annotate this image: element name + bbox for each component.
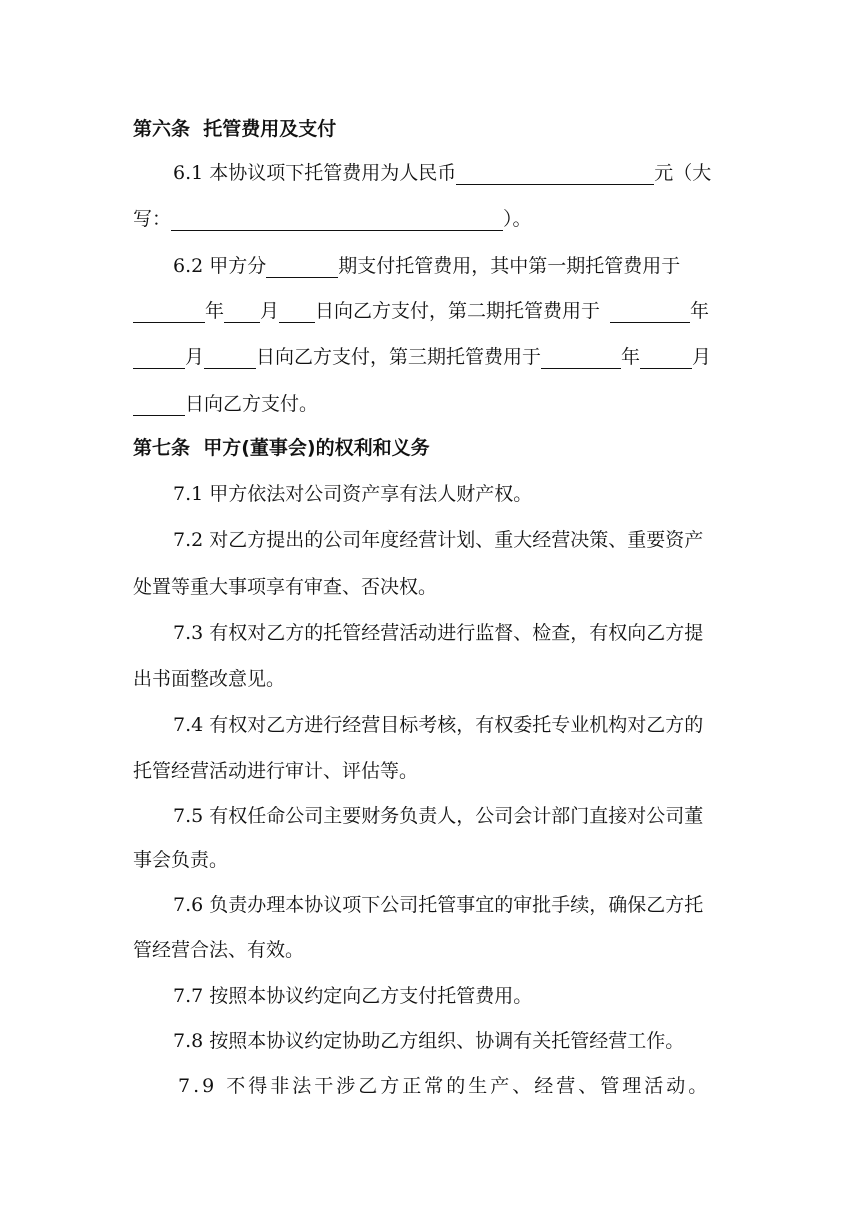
clause-7-6-line2: 管经营合法、有效。 [133,939,305,961]
clause-6-1-line1 [173,161,711,185]
first-day-blank[interactable] [279,302,315,323]
first-month-blank[interactable] [224,302,260,323]
year-label-2: 年 [690,300,710,322]
clause-7-7: 7.7 按照本协议约定向乙方支付托管费用。 [173,985,533,1007]
clause-7-9: 7.9 不得非法干涉乙方正常的生产、经营、管理活动。 [178,1075,711,1097]
clause-7-4-line1: 7.4 有权对乙方进行经营目标考核，有权委托专业机构对乙方的 [173,714,704,736]
clause-7-2-line2: 处置等重大事项享有审查、否决权。 [133,576,438,598]
clause-7-5-line1: 7.5 有权任命公司主要财务负责人，公司会计部门直接对公司董 [173,805,704,827]
second-month-blank[interactable] [133,348,185,369]
clause-7-5-line2: 事会负责。 [133,849,229,871]
first-year-blank[interactable] [133,302,205,323]
year-label-3: 年 [621,346,641,368]
clause-6-2-line3 [133,345,711,369]
clause-6-1-text-b: 元（大 [654,162,712,184]
third-day-blank[interactable] [133,395,185,416]
clause-7-8: 7.8 按照本协议约定协助乙方组织、协调有关托管经营工作。 [173,1030,685,1052]
month-label-2: 月 [185,346,205,368]
clause-6-2-line4 [133,392,318,416]
clause-6-1-text-d: ）。 [503,208,532,230]
clause-6-2-line1 [173,254,680,278]
clause-6-2-text-b: 期支付托管费用，其中第一期托管费用于 [338,255,681,277]
third-month-blank[interactable] [640,348,692,369]
second-year-blank[interactable] [610,302,690,323]
amount-blank[interactable] [456,164,654,185]
section-7-title: 第七条 甲方(董事会)的权利和义务 [133,437,430,459]
amount-in-words-blank[interactable] [171,210,503,231]
section-6-title: 第六条 托管费用及支付 [133,118,337,140]
month-label: 月 [260,300,280,322]
day-pay-label-2: 日向乙方支付，第三期托管费用于 [256,346,542,368]
clause-7-1: 7.1 甲方依法对公司资产享有法人财产权。 [173,483,533,505]
month-label-3: 月 [692,346,712,368]
clause-7-3-line2: 出书面整改意见。 [133,668,286,690]
clause-6-2-line2 [133,299,709,323]
clause-7-3-line1: 7.3 有权对乙方的托管经营活动进行监督、检查，有权向乙方提 [173,622,704,644]
clause-6-1-text-c: 写： [133,208,172,230]
day-pay-label-3: 日向乙方支付。 [185,393,319,415]
clause-6-2-text-a: 6.2 甲方分 [173,255,267,277]
clause-7-4-line2: 托管经营活动进行审计、评估等。 [133,760,419,782]
clause-6-1-line2 [133,207,532,231]
installments-blank[interactable] [266,257,338,278]
clause-7-2-line1: 7.2 对乙方提出的公司年度经营计划、重大经营决策、重要资产 [173,529,704,551]
second-day-blank[interactable] [204,348,256,369]
third-year-blank[interactable] [541,348,621,369]
year-label: 年 [205,300,225,322]
clause-6-1-text: 6.1 本协议项下托管费用为人民币 [173,162,457,184]
day-pay-label: 日向乙方支付，第二期托管费用于 [315,300,601,322]
clause-7-6-line1: 7.6 负责办理本协议项下公司托管事宜的审批手续，确保乙方托 [173,894,704,916]
